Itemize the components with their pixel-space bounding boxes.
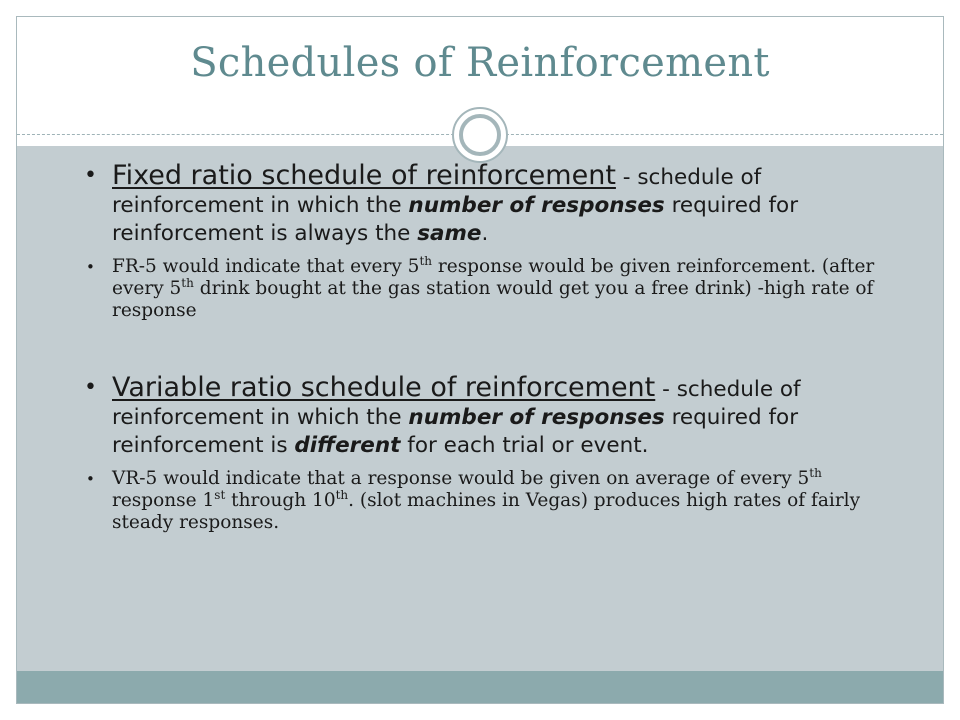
example-text: FR-5 would indicate that every 5 xyxy=(112,256,420,277)
bullet-variable-ratio xyxy=(84,374,884,460)
bullet-dot-icon: • xyxy=(84,163,97,188)
term-fixed-ratio: Fixed ratio schedule of reinforcement xyxy=(112,160,616,191)
footer-bar xyxy=(17,671,943,703)
emphasis-text: different xyxy=(294,433,401,458)
definition-text: required for reinforcement is xyxy=(112,405,799,458)
example-text: response would be given reinforcement. (after every 5 xyxy=(112,256,875,299)
bullet-list xyxy=(84,162,884,534)
bullet-dot-icon: • xyxy=(84,375,97,400)
superscript: th xyxy=(809,465,822,480)
definition-text: required for reinforcement is always the xyxy=(112,193,799,246)
definition-text: - schedule of reinforcement in which the xyxy=(112,165,762,218)
example-text: through 10 xyxy=(225,490,336,511)
emphasis-text: same xyxy=(417,221,482,246)
emphasis-text: number of responses xyxy=(408,193,665,218)
bullet-dot-icon: • xyxy=(86,470,95,488)
example-text: . (slot machines in Vegas) produces high rates of fairly steady responses. xyxy=(112,490,861,533)
superscript: th xyxy=(335,487,349,502)
emphasis-text: number of responses xyxy=(408,405,665,430)
example-text: response 1 xyxy=(112,490,215,511)
term-variable-ratio: Variable ratio schedule of reinforcement xyxy=(112,372,656,403)
definition-text: - schedule of reinforcement in which the xyxy=(112,377,801,430)
bullet-fixed-ratio xyxy=(84,162,884,248)
superscript: st xyxy=(214,487,226,502)
superscript: th xyxy=(181,275,194,290)
example-text: VR-5 would indicate that a response would be given on average of every 5 xyxy=(112,468,810,489)
definition-text: . xyxy=(481,221,489,246)
sub-bullet-fr5 xyxy=(84,253,884,322)
slide-title: Schedules of Reinforcement xyxy=(190,40,770,86)
superscript: th xyxy=(419,253,433,268)
circle-ornament-icon xyxy=(452,107,508,163)
sub-bullet-vr5 xyxy=(84,465,884,534)
example-text: drink bought at the gas station would get you a free drink) -high rate of response xyxy=(112,278,874,321)
definition-text: for each trial or event. xyxy=(400,433,649,458)
bullet-dot-icon: • xyxy=(86,258,95,276)
